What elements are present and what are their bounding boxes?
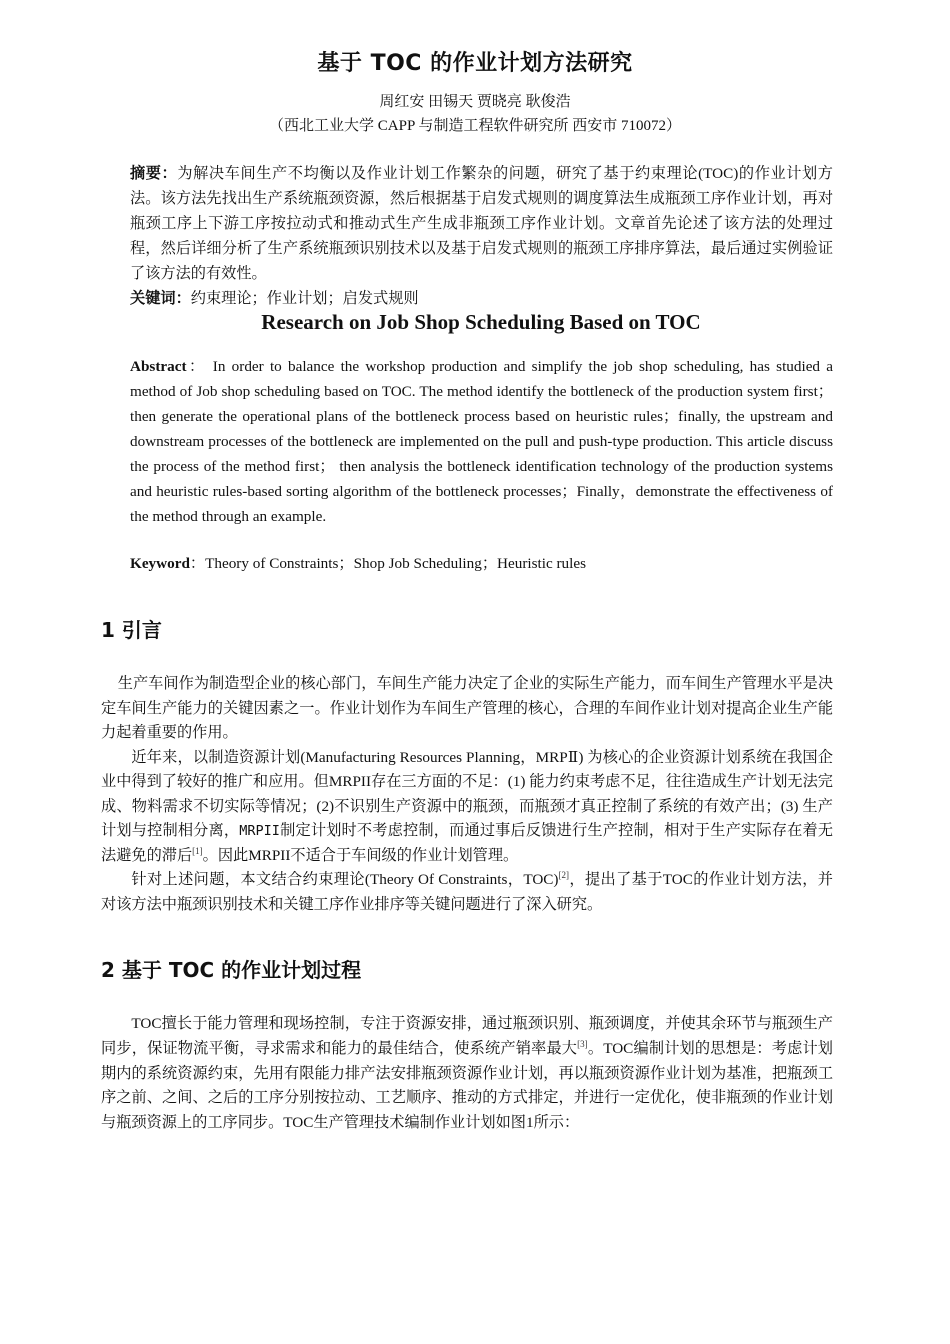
abstract-cn-text: 为解决车间生产不均衡以及作业计划工作繁杂的问题，研究了基于约束理论(TOC)的作业计划方法。该方法先找出生产系统瓶颈资源，然后根据基于启发式规则的调度算法生成瓶颈工序作业计划，再对瓶颈工序上下游工序按拉动式和推动式生产生成非瓶颈工序作业计划。文章首先论述了该方法的处理过程，然后详细分析了生产系统瓶颈识别技术以及基于启发式规则的瓶颈工序排序算法，最后通过实例验证了该方法的有效性。 bbox=[130, 165, 833, 282]
section-heading-1: 1 引言 bbox=[101, 618, 162, 642]
section-1-body bbox=[101, 672, 833, 917]
citation-ref: [3] bbox=[577, 1038, 588, 1049]
paper-title-en: Research on Job Shop Scheduling Based on TOC bbox=[261, 310, 701, 334]
citation-ref: [1] bbox=[192, 845, 203, 856]
abstract-en-text: In order to balance the workshop production and simplify the job shop scheduling, has studied a method of Job shop scheduling based on TOC. The method identify the bottleneck of the production system first；then generate the operational plans of the bottleneck process based on heuristic rules；finally, the upstream and downstream processes of the bottleneck are implemented on the pull and push-type production. This article discuss the process of the method first； then analysis the bottleneck identification technology of the production systems and heuristic rules-based sorting algorithm of the bottleneck processes；Finally，demonstrate the effectiveness of the method through an example. bbox=[130, 358, 833, 525]
paragraph-text: MRPII bbox=[239, 823, 280, 839]
keywords-cn bbox=[130, 286, 833, 311]
keywords-en-text: ：Theory of Constraints；Shop Job Scheduling；Heuristic rules bbox=[189, 555, 587, 572]
abstract-cn bbox=[130, 161, 833, 286]
paper-title-cn: 基于 TOC 的作业计划方法研究 bbox=[317, 51, 633, 76]
abstract-en-sep: ： bbox=[186, 358, 207, 375]
section-2-body bbox=[101, 1012, 833, 1136]
abstract-en bbox=[130, 354, 833, 529]
authors: 周红安 田锡天 贾晓亮 耿俊浩 bbox=[379, 94, 571, 110]
citation-ref: [2] bbox=[558, 870, 569, 880]
paragraph-text: 针对上述问题，本文结合约束理论(Theory Of Constraints，TOC) bbox=[131, 871, 559, 888]
section-heading-2: 2 基于 TOC 的作业计划过程 bbox=[101, 958, 362, 982]
abstract-en-label: Abstract bbox=[130, 358, 187, 375]
paragraph-text: TOC擅长于能力管理和现场控制，专注于资源安排，通过瓶颈识别、瓶颈调度，并使其余环节与瓶颈生产同步，保证物流平衡，寻求需求和能力的最佳结合，使系统产销率最大 bbox=[101, 1015, 833, 1057]
paragraph-text: ，提出了基于TOC的作业计划方法，并对该方法中瓶颈识别技术和关键工序作业排序等关键问题进行了深入研究。 bbox=[101, 871, 833, 913]
paragraph-text: 。TOC编制计划的思想是：考虑计划期内的系统资源约束，先用有限能力排产法安排瓶颈资源作业计划，再以瓶颈资源作业计划为基准，把瓶颈工序之前、之间、之后的工序分别按拉动、工艺顺序、推动的方式排定，并进行一定优化，使非瓶颈的作业计划与瓶颈资源上的工序同步。TOC生产管理技术编制作业计划如图1所示： bbox=[101, 1039, 833, 1132]
keywords-en-label: Keyword bbox=[130, 555, 190, 572]
paragraph bbox=[101, 868, 833, 917]
paragraph-text: 。因此MRPII不适合于车间级的作业计划管理。 bbox=[202, 846, 519, 864]
paragraph: 生产车间作为制造型企业的核心部门，车间生产能力决定了企业的实际生产能力，而车间生产管理水平是决定车间生产能力的关键因素之一。作业计划作为车间生产管理的核心，合理的车间作业计划对提高企业生产能力起着重要的作用。 bbox=[101, 675, 833, 741]
affiliation: （西北工业大学 CAPP 与制造工程软件研究所 西安市 710072） bbox=[269, 118, 681, 134]
paragraph-text: 近年来，以制造资源计划(Manufacturing Resources Planning，MRPⅡ) 为核心的企业资源计划系统在我国企业中得到了较好的推广和应用。但MRPII存在三方面的不足：(1) 能力约束考虑不足，往往造成生产计划无法完成、物料需求不切实际等情况；(2)不识别生产资源中的瓶颈，而瓶颈才真正控制了系统的有效产出；(3) 生产计划与控制相分离， bbox=[101, 748, 833, 839]
paragraph-text: 制定计划时不考虑控制，而通过事后反馈进行生产控制，相对于生产实际存在着无法避免的滞后 bbox=[101, 822, 834, 864]
abstract-cn-label: 摘要： bbox=[130, 165, 178, 182]
keywords-en bbox=[130, 551, 833, 576]
paragraph bbox=[101, 746, 833, 869]
keywords-cn-text: 约束理论；作业计划；启发式规则 bbox=[190, 290, 419, 307]
paragraph bbox=[101, 1012, 833, 1136]
keywords-cn-label: 关键词： bbox=[130, 290, 191, 307]
